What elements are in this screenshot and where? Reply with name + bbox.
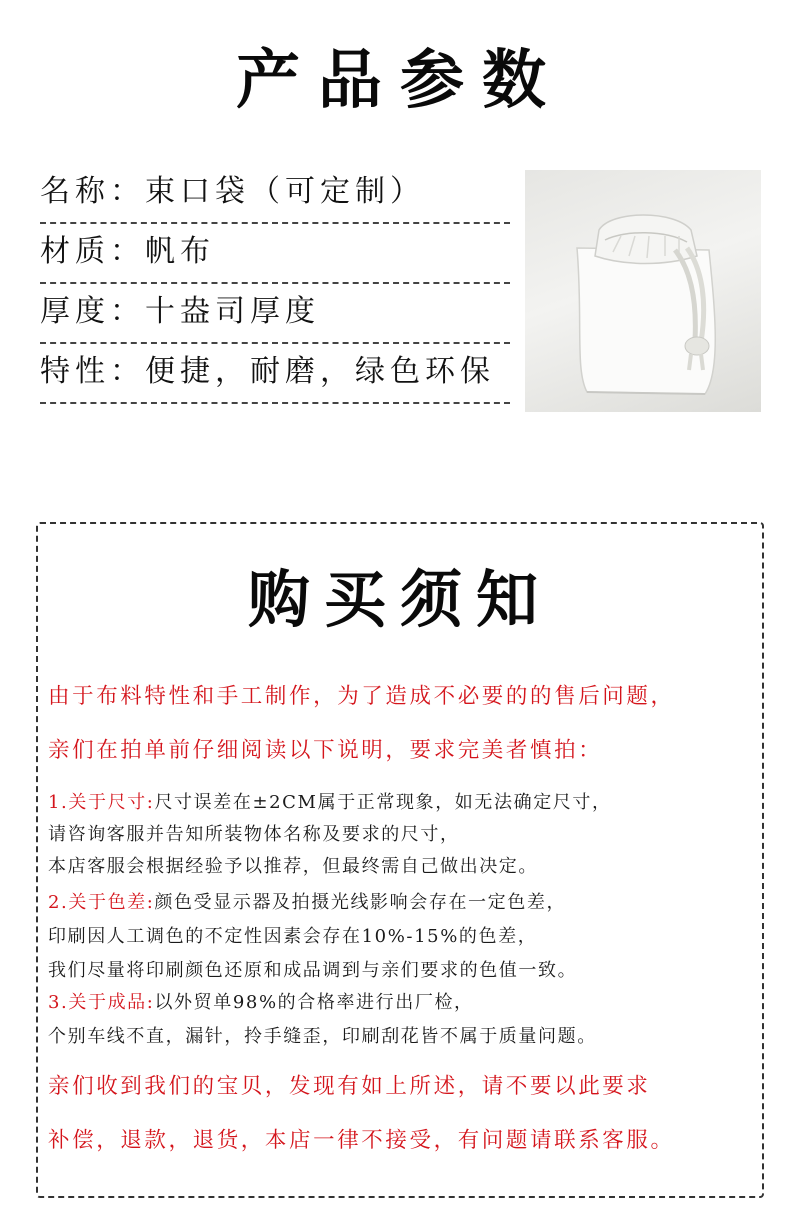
rule-text: 请咨询客服并告知所装物体名称及要求的尺寸，	[48, 824, 460, 845]
closing-line: 补偿，退款，退货，本店一律不接受，有问题请联系客服。	[48, 1128, 675, 1153]
spec-label: 名称：	[40, 174, 145, 209]
rule-size-line	[48, 788, 758, 818]
rule-product-line	[48, 988, 758, 1018]
spec-row-features	[40, 352, 510, 410]
rule-text: 以外贸单98%的合格率进行出厂检，	[154, 992, 474, 1013]
dashed-divider	[40, 342, 510, 344]
spec-value: 十盎司厚度	[145, 294, 320, 329]
notice-title: 购买须知	[247, 563, 552, 636]
dashed-divider	[40, 222, 510, 224]
closing-line: 亲们收到我们的宝贝，发现有如上所述，请不要以此要求	[48, 1074, 651, 1099]
dashed-divider	[40, 402, 510, 404]
rule-color-line	[48, 888, 758, 918]
spec-label: 特性：	[40, 354, 145, 389]
spec-row-name	[40, 172, 510, 230]
spec-value: 便捷，耐磨，绿色环保	[145, 354, 495, 389]
spec-label: 厚度：	[40, 294, 145, 329]
rule-text: 我们尽量将印刷颜色还原和成品调到与亲们要求的色值一致。	[48, 960, 578, 981]
intro-line: 亲们在拍单前仔细阅读以下说明，要求完美者慎拍：	[48, 738, 603, 763]
rule-text: 个别车线不直，漏针，拎手缝歪，印刷刮花皆不属于质量问题。	[48, 1026, 597, 1047]
params-title: 产品参数	[236, 44, 564, 118]
rule-product-label: 3.关于成品:	[48, 992, 155, 1013]
rule-color-label: 2.关于色差:	[48, 892, 155, 913]
spec-value: 帆布	[145, 234, 215, 269]
dashed-divider	[40, 282, 510, 284]
rule-text: 印刷因人工调色的不定性因素会存在10%-15%的色差，	[48, 926, 538, 947]
spec-label: 材质：	[40, 234, 145, 269]
spec-value: 束口袋（可定制）	[145, 174, 425, 209]
spec-row-material	[40, 232, 510, 290]
spec-row-thickness	[40, 292, 510, 350]
product-image	[525, 170, 761, 412]
rule-text: 颜色受显示器及拍摄光线影响会存在一定色差，	[154, 892, 567, 913]
drawstring-bag-illustration	[525, 170, 761, 412]
rule-text: 本店客服会根据经验予以推荐，但最终需自己做出决定。	[48, 856, 538, 877]
rule-size-label: 1.关于尺寸:	[48, 792, 155, 813]
intro-line: 由于布料特性和手工制作，为了造成不必要的的售后问题，	[48, 684, 675, 709]
rule-text: 尺寸误差在±2CM属于正常现象，如无法确定尺寸，	[154, 792, 612, 813]
